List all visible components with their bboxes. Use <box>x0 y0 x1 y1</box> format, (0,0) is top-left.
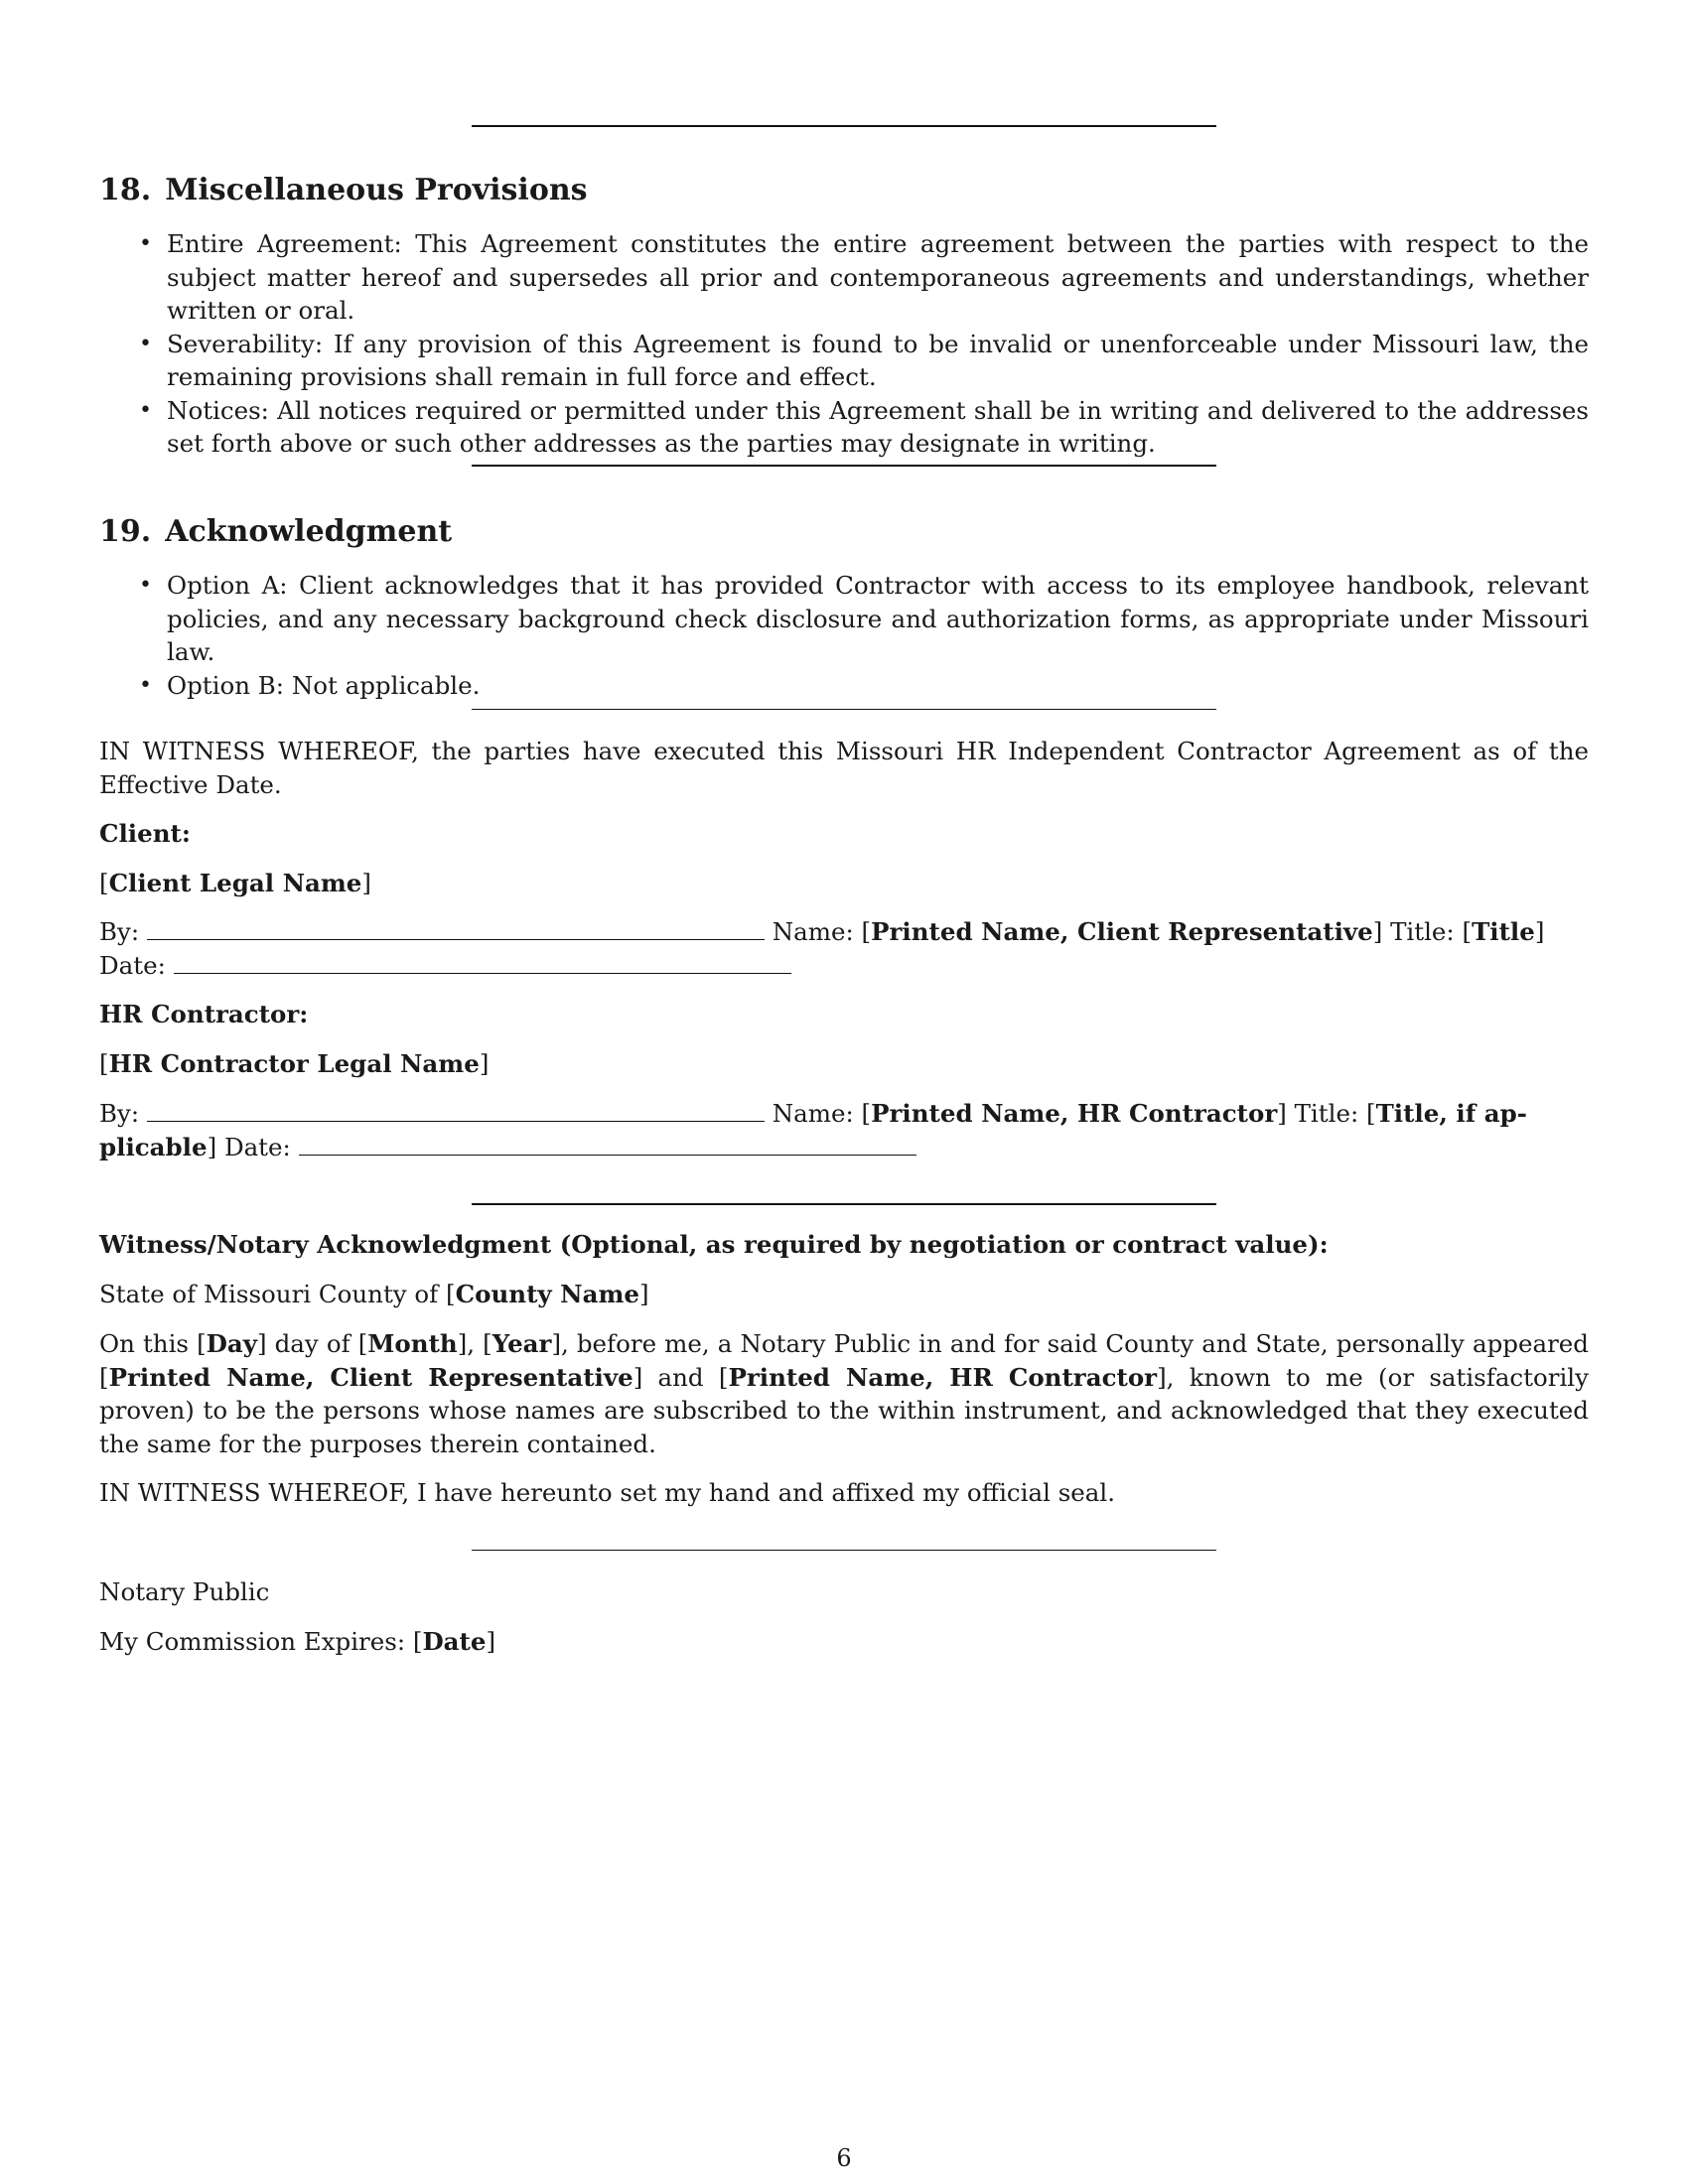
contractor-heading: HR Contractor: <box>99 1000 309 1028</box>
notary-public-label: Notary Public <box>99 1577 270 1606</box>
section-19-list <box>99 569 1589 702</box>
client-heading: Client: <box>99 819 191 848</box>
page-number: 6 <box>836 2144 852 2172</box>
section-divider <box>472 1203 1216 1205</box>
contractor-legal-name: [HR Contractor Legal Name] <box>99 1049 490 1078</box>
witness-clause: IN WITNESS WHEREOF, the parties have executed this Missouri HR Independent Contractor Agreement as of the Effective Date. <box>99 737 1589 799</box>
client-signature-line[interactable] <box>147 917 765 940</box>
section-18-heading: 18. Miscellaneous Provisions <box>99 173 588 207</box>
notary-heading: Witness/Notary Acknowledgment (Optional, as required by negotiation or contract value): <box>99 1230 1329 1259</box>
contractor-date-line[interactable] <box>299 1133 916 1156</box>
client-title: Title <box>1472 917 1535 946</box>
list-item: • Option A: Client acknowledges that it has provided Contractor with access to its employee handbook, relevant policies, and any necessary background check disclosure and authorization forms, as appropriate under Missouri law. <box>99 569 1589 669</box>
notary-body: On this [Day] day of [Month], [Year], before me, a Notary Public in and for said County and State, personally appeared [Printed Name, Client Representative] and [Printed Name, HR Contractor], known to me (or satisfactorily proven) to be the persons whose names are subscribed to the within instrument, and acknowledged that they executed the same for the purposes therein contained. <box>99 1329 1589 1458</box>
notary-state-county: State of Missouri County of [County Name] <box>99 1280 649 1308</box>
section-18-list <box>99 227 1589 461</box>
notary-signature-line <box>472 1550 1216 1551</box>
client-printed-name: Printed Name, Client Representative <box>871 917 1373 946</box>
notary-commission: My Commission Expires: [Date] <box>99 1627 496 1656</box>
section-19-heading: 19. Acknowledgment <box>99 514 453 549</box>
contractor-signature-line[interactable] <box>147 1099 765 1122</box>
client-date-line[interactable] <box>174 951 791 974</box>
contractor-signature-block: By: Name: [Printed Name, HR Contractor] Title: [Title, if ap- plicable] Date: <box>99 1099 1527 1161</box>
client-signature-block: By: Name: [Printed Name, Client Representative] Title: [Title] Date: <box>99 917 1545 980</box>
document-page <box>99 0 1589 2184</box>
section-divider <box>472 125 1216 127</box>
contractor-title: Title, if ap- <box>1375 1099 1527 1128</box>
list-item: • Entire Agreement: This Agreement constitutes the entire agreement between the parties with respect to the subject matter hereof and supersedes all prior and contemporaneous agreements and understandings, whether written or oral. <box>99 227 1589 328</box>
section-divider <box>472 465 1216 467</box>
notary-witness-line: IN WITNESS WHEREOF, I have hereunto set my hand and affixed my official seal. <box>99 1478 1116 1507</box>
contractor-printed-name: Printed Name, HR Contractor <box>871 1099 1278 1128</box>
section-divider <box>472 709 1216 710</box>
list-item: • Notices: All notices required or permitted under this Agreement shall be in writing and delivered to the addresses set forth above or such other addresses as the parties may designate in writing. <box>99 394 1589 461</box>
list-item: • Option B: Not applicable. <box>99 669 1589 703</box>
client-legal-name: [Client Legal Name] <box>99 869 371 897</box>
list-item: • Severability: If any provision of this Agreement is found to be invalid or unenforceable under Missouri law, the remaining provisions shall remain in full force and effect. <box>99 328 1589 394</box>
